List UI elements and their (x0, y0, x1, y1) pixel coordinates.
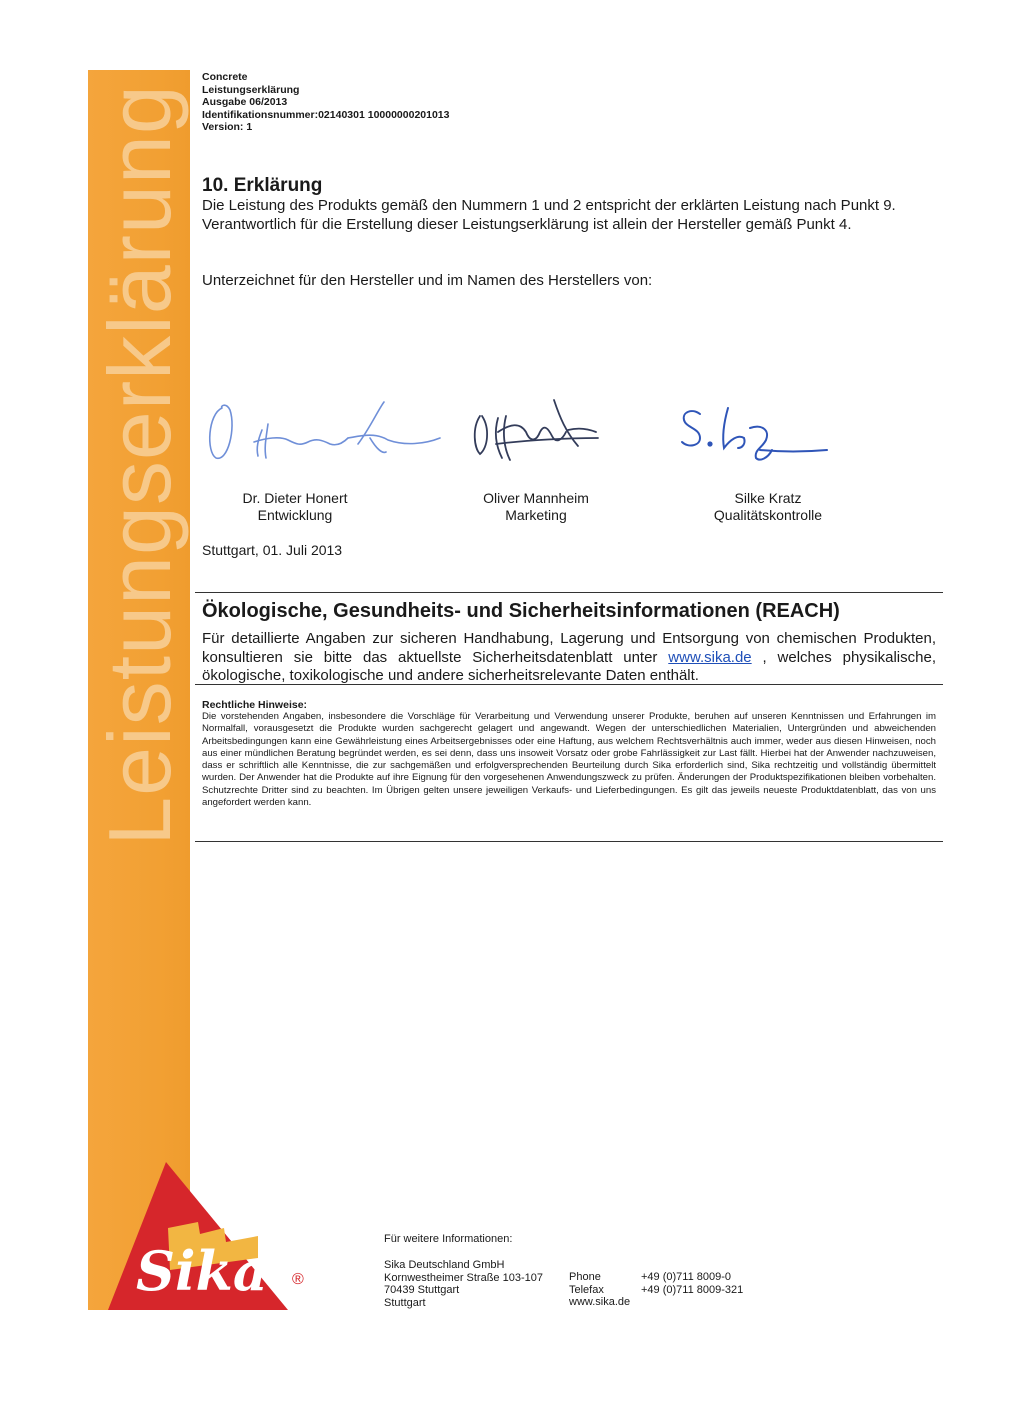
signed-by-text: Unterzeichnet für den Hersteller und im Namen des Herstellers von: (202, 272, 653, 289)
contact-numbers (641, 1271, 743, 1296)
header-version: Version: 1 (202, 121, 253, 133)
signature-honert (200, 388, 450, 468)
reach-text-before: Für detaillierte Angaben zur sicheren Handhabung, Lagerung und Entsorgung von chemischen Produkten, konsultieren sie bitte das aktuellste Sicherheitsdatenblatt unter (202, 630, 936, 666)
declaration-title: 10. Erklärung (202, 175, 323, 196)
reach-text-after: , welches physikalische, ökologische, toxikologische und andere sicherheitsrelevante Daten enthält. (202, 648, 936, 684)
signer-block (421, 490, 651, 524)
sika-logo (108, 1162, 308, 1312)
signature-kratz (672, 388, 832, 468)
contact-intro: Für weitere Informationen: (384, 1233, 513, 1245)
contact-address (384, 1259, 543, 1309)
place-date: Stuttgart, 01. Juli 2013 (202, 542, 343, 558)
contact-web[interactable]: www.sika.de (569, 1296, 631, 1308)
fax-number: +49 (0)711 8009-321 (641, 1283, 744, 1296)
signer-block (653, 490, 883, 524)
signature-mannheim (468, 388, 618, 468)
divider (195, 592, 943, 593)
signer-block (180, 490, 410, 524)
divider (195, 841, 943, 842)
declaration-text: Die Leistung des Produkts gemäß den Nummern 1 und 2 entspricht der erklärten Leistung nach Punkt 9. Verantwortlich für die Erstellung dieser Leistungserklärung ist allein der Hersteller gemäß Punkt 4. (202, 197, 896, 233)
contact-labels (569, 1271, 630, 1309)
reach-title: Ökologische, Gesundheits- und Sicherheitsinformationen (REACH) (202, 600, 840, 622)
fax-label: Telefax (569, 1283, 604, 1296)
signer-role: Marketing (505, 507, 567, 523)
signer-role: Qualitätskontrolle (713, 507, 823, 523)
legal-text: Die vorstehenden Angaben, insbesondere die Vorschläge für Verarbeitung und Verwendung unserer Produkte, beruhen auf unseren Kenntnissen und Erfahrungen im Normalfall, vorausgesetzt die Produkte wurden sachgerecht gelagert und angewandt. Wegen der unterschiedlichen Materialien, Untergründen und abweichenden Arbeitsbedingungen kann eine Gewährleistung eines Arbeitsergebnisses oder eine Haftung, aus welchem Rechtsverhältnis auch immer, weder aus diesen Hinweisen, noch aus einer mündlichen Beratung begründet werden, es sei denn, dass uns insoweit Vorsatz oder grobe Fahrlässigkeit zur Last fällt. Hierbei hat der Anwender nachzuweisen, dass er schriftlich alle Kenntnisse, die zur sachgemäßen und erfolgversprechenden Beurteilung durch Sika erforderlich sind, Sika rechtzeitig und vollständig übermittelt wurden. Der Anwender hat die Produkte auf ihre Eignung für den vorgesehenen Anwendungszweck zu prüfen. Änderungen der Produktspezifikationen bleiben vorbehalten. Schutzrechte Dritter sind zu beachten. Im Übrigen gelten unsere jeweiligen Verkaufs- und Lieferbedingungen. Es gilt das jeweils neueste Produktdatenblatt, das von uns angefordert werden kann. (202, 711, 936, 809)
logo-wordmark: Sika (136, 1239, 268, 1303)
signer-role: Entwicklung (257, 507, 333, 523)
document-header (202, 71, 449, 134)
reach-text (202, 630, 936, 686)
contact-street: Kornwestheimer Straße 103-107 (384, 1271, 543, 1284)
phone-number: +49 (0)711 8009-0 (641, 1271, 732, 1283)
sika-website-link[interactable]: www.sika.de (668, 648, 752, 666)
header-product: Concrete (202, 71, 248, 83)
sidebar-title: Leistungserklärung (90, 84, 189, 846)
legal-title: Rechtliche Hinweise: (202, 699, 308, 711)
header-identification: Identifikationsnummer:02140301 10000000201013 (202, 108, 450, 121)
contact-zip-city: 70439 Stuttgart (384, 1284, 460, 1296)
divider (195, 684, 943, 685)
contact-city: Stuttgart (384, 1296, 426, 1309)
signer-name: Silke Kratz (734, 490, 802, 506)
signer-name: Oliver Mannheim (483, 490, 589, 506)
header-doc-type: Leistungserklärung (202, 83, 300, 96)
phone-label: Phone (569, 1271, 601, 1283)
contact-company: Sika Deutschland GmbH (384, 1259, 505, 1271)
logo-registered: ® (292, 1271, 304, 1288)
header-edition: Ausgabe 06/2013 (202, 96, 288, 108)
signer-name: Dr. Dieter Honert (242, 490, 348, 506)
